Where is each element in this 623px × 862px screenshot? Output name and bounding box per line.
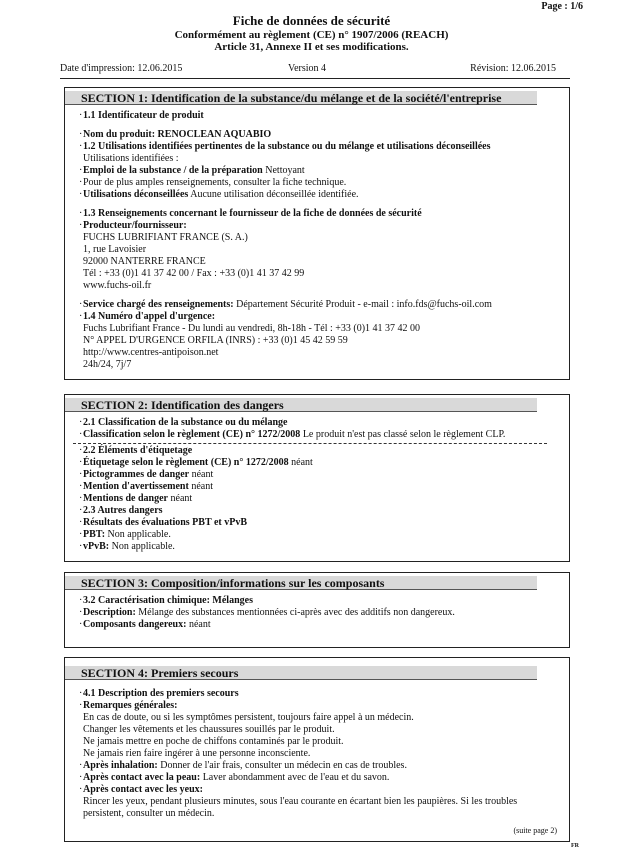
line: Fuchs Lubrifiant France - Du lundi au vendredi, 8h-18h - Tél : +33 (0)1 41 37 42 00 (83, 323, 421, 334)
line: ·Producteur/fournisseur: (79, 220, 187, 231)
line: persistent, consulter un médecin. (83, 808, 215, 819)
line: 1, rue Lavoisier (83, 244, 147, 255)
section-2 (64, 394, 570, 562)
line: ·Mention d'avertissement néant (79, 481, 213, 492)
line: ·3.2 Caractérisation chimique: Mélanges (79, 595, 253, 606)
section-1-body (79, 110, 559, 371)
line: ·Après inhalation: Donner de l'air frais, consulter un médecin en cas de troubles. (79, 760, 407, 771)
line: ·Mentions de danger néant (79, 493, 193, 504)
document-subtitle-regulation: Conformément au règlement (CE) n° 1907/2006 (REACH) (174, 29, 449, 41)
line: ·Service chargé des renseignements: Département Sécurité Produit - e-mail : info.fds@fuchs-oil.com (79, 299, 492, 310)
line: En cas de doute, ou si les symptômes persistent, toujours faire appel à un médecin. (83, 712, 414, 723)
line: ·Après contact avec la peau: Laver abondamment avec de l'eau et du savon. (79, 772, 390, 783)
document-subtitle-article: Article 31, Annexe II et ses modifications. (214, 41, 409, 53)
line: Changer les vêtements et les chaussures souillés par le produit. (83, 724, 335, 735)
header-divider (60, 78, 570, 79)
line: ·Résultats des évaluations PBT et vPvB (79, 517, 247, 528)
section-3 (64, 572, 570, 648)
line: ·1.2 Utilisations identifiées pertinentes de la substance ou du mélange et utilisations déconseillées (79, 141, 491, 152)
line: N° APPEL D'URGENCE ORFILA (INRS) : +33 (0)1 45 42 59 59 (83, 335, 348, 346)
revision-date: Révision: 12.06.2015 (470, 63, 556, 74)
section-4-title: SECTION 4: Premiers secours (65, 666, 537, 680)
line: www.fuchs-oil.fr (83, 280, 152, 291)
section-2-body (79, 417, 559, 553)
section-1 (64, 87, 570, 380)
page-number: Page : 1/6 (541, 1, 583, 12)
line: ·Classification selon le règlement (CE) n° 1272/2008 Le produit n'est pas classé selon le règlement CLP. (79, 429, 506, 440)
section-1-title: SECTION 1: Identification de la substance/du mélange et de la société/l'entreprise (65, 91, 537, 105)
section-4 (64, 657, 570, 842)
print-date: Date d'impression: 12.06.2015 (60, 63, 183, 74)
language-code: FR (571, 843, 579, 849)
line: 92000 NANTERRE FRANCE (83, 256, 206, 267)
line: ·Utilisations déconseillées Aucune utilisation déconseillée identifiée. (79, 189, 359, 200)
line: Utilisations identifiées : (83, 153, 179, 164)
line: http://www.centres-antipoison.net (83, 347, 219, 358)
line: ·Après contact avec les yeux: (79, 784, 203, 795)
line: ·Pictogrammes de danger néant (79, 469, 214, 480)
line: ·Remarques générales: (79, 700, 178, 711)
version: Version 4 (288, 63, 327, 74)
line: ·PBT: Non applicable. (79, 529, 171, 540)
line: ·Étiquetage selon le règlement (CE) n° 1272/2008 néant (79, 457, 313, 468)
line: Rincer les yeux, pendant plusieurs minutes, sous l'eau courante en écartant bien les paupières. Si les troubles (83, 796, 518, 807)
line: 24h/24, 7j/7 (83, 359, 132, 370)
line: ·Description: Mélange des substances mentionnées ci-après avec des additifs non dangereux. (79, 607, 455, 618)
section-3-title: SECTION 3: Composition/informations sur les composants (65, 576, 537, 590)
section-divider (73, 443, 547, 444)
line: Ne jamais rien faire ingérer à une personne inconsciente. (83, 748, 311, 759)
line: ·vPvB: Non applicable. (79, 541, 175, 552)
document-title: Fiche de données de sécurité (232, 13, 391, 28)
document-meta (60, 63, 556, 75)
line: ·2.2 Éléments d'étiquetage (79, 445, 193, 456)
section-4-body (79, 688, 559, 820)
continued-note: (suite page 2) (513, 826, 557, 835)
line: ·Emploi de la substance / de la préparation Nettoyant (79, 165, 305, 176)
line: ·Pour de plus amples renseignements, consulter la fiche technique. (79, 177, 347, 188)
line: ·1.1 Identificateur de produit (79, 110, 204, 121)
section-2-title: SECTION 2: Identification des dangers (65, 398, 537, 412)
line: ·2.1 Classification de la substance ou du mélange (79, 417, 288, 428)
line: Ne jamais mettre en poche de chiffons contaminés par le produit. (83, 736, 344, 747)
line: ·1.3 Renseignements concernant le fournisseur de la fiche de données de sécurité (79, 208, 422, 219)
line: Tél : +33 (0)1 41 37 42 00 / Fax : +33 (0)1 41 37 42 99 (83, 268, 305, 279)
line: ·Composants dangereux: néant (79, 619, 211, 630)
line: ·2.3 Autres dangers (79, 505, 163, 516)
section-3-body (79, 595, 559, 631)
line: ·Nom du produit: RENOCLEAN AQUABIO (79, 129, 272, 140)
line: FUCHS LUBRIFIANT FRANCE (S. A.) (83, 232, 248, 243)
line: ·4.1 Description des premiers secours (79, 688, 239, 699)
line: ·1.4 Numéro d'appel d'urgence: (79, 311, 216, 322)
